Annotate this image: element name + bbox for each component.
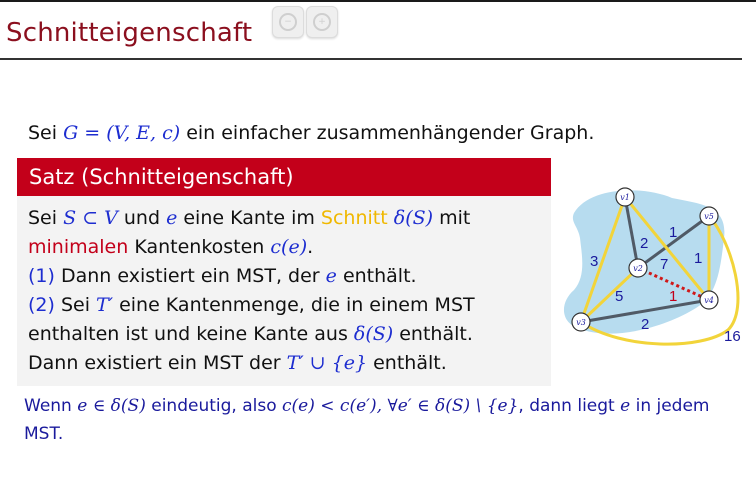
t3-a: Dann existiert ein MST, der [54,265,326,287]
cut-word: Schnitt [320,207,388,229]
node-v5-label: v5 [704,212,714,221]
t4-m1: T′ [96,294,114,316]
r-b: eindeutig, also [145,396,283,416]
weight-v1-v4: 7 [660,256,669,273]
node-v4-label: v4 [704,296,714,305]
theorem-block [17,158,551,386]
weight-v3-v4: 2 [641,316,650,333]
intro-pre: Sei [28,122,64,144]
t4-num: (2) [28,294,55,316]
t1-m2: e [166,207,178,229]
weight-v2-v3: 5 [615,288,624,305]
theorem-line-5 [28,320,551,349]
t6-m1: T′ ∪ {e} [286,352,368,374]
r-c: , dann liegt [518,396,621,416]
node-v1-label: v1 [620,193,630,202]
title-rule [0,58,742,60]
minimal-word: minimalen [28,236,129,258]
zoom-in-icon: + [313,13,331,31]
t5-m1: δ(S) [353,323,394,345]
t4-b: eine Kantenmenge, die in einem MST [113,294,475,316]
t1-b: und [117,207,167,229]
remark-paragraph [24,392,724,448]
intro-post: ein einfacher zusammenhängender Graph. [180,122,595,144]
weight-v5-v4: 1 [694,250,703,267]
t2-m1: c(e) [270,236,308,258]
t1-m3: δ(S) [393,207,434,229]
slide-title: Schnitteigenschaft [6,18,253,48]
theorem-line-2 [28,233,551,262]
weight-v1-v3: 3 [590,253,599,270]
r-m2: c(e) < c(e′), ∀e′ ∈ δ(S) \ {e} [282,396,519,416]
node-v3-label: v3 [576,318,586,327]
weight-v3-v5: 16 [724,328,741,345]
weight-v2-v4: 1 [669,288,678,305]
theorem-line-4 [28,291,551,320]
weight-v1-v2: 2 [640,235,649,252]
zoom-in-button[interactable] [306,6,338,38]
zoom-out-icon: − [279,13,297,31]
theorem-line-1 [28,204,551,233]
r-m3: e [620,396,631,416]
theorem-line-6 [28,349,551,378]
theorem-line-3 [28,262,551,291]
top-border [0,0,756,2]
t3-num: (1) [28,265,55,287]
t4-a: Sei [54,294,97,316]
t5-a: enthalten ist und keine Kante aus [28,323,354,345]
t3-m1: e [325,265,337,287]
t2-b: . [307,236,314,258]
t1-m1: S ⊂ V [63,207,118,229]
graph-figure [552,182,752,352]
t6-b: enthält. [367,352,447,374]
t1-a: Sei [28,207,64,229]
node-v2-label: v2 [633,264,643,273]
r-d: in jedem MST. [24,396,710,444]
intro-sentence [28,122,594,144]
t3-b: enthält. [336,265,417,287]
theorem-body [17,196,551,378]
weight-v1-v5: 1 [669,224,678,241]
t5-b: enthält. [393,323,473,345]
r-m1: e ∈ δ(S) [77,396,146,416]
t1-c: eine Kante im [177,207,321,229]
t6-a: Dann existiert ein MST der [28,352,287,374]
t1-e: mit [433,207,471,229]
theorem-heading: Satz (Schnitteigenschaft) [17,158,551,196]
zoom-out-button[interactable] [272,6,304,38]
intro-math: G = (V, E, c) [63,122,181,144]
r-a: Wenn [24,396,78,416]
t2-a: Kantenkosten [128,236,271,258]
